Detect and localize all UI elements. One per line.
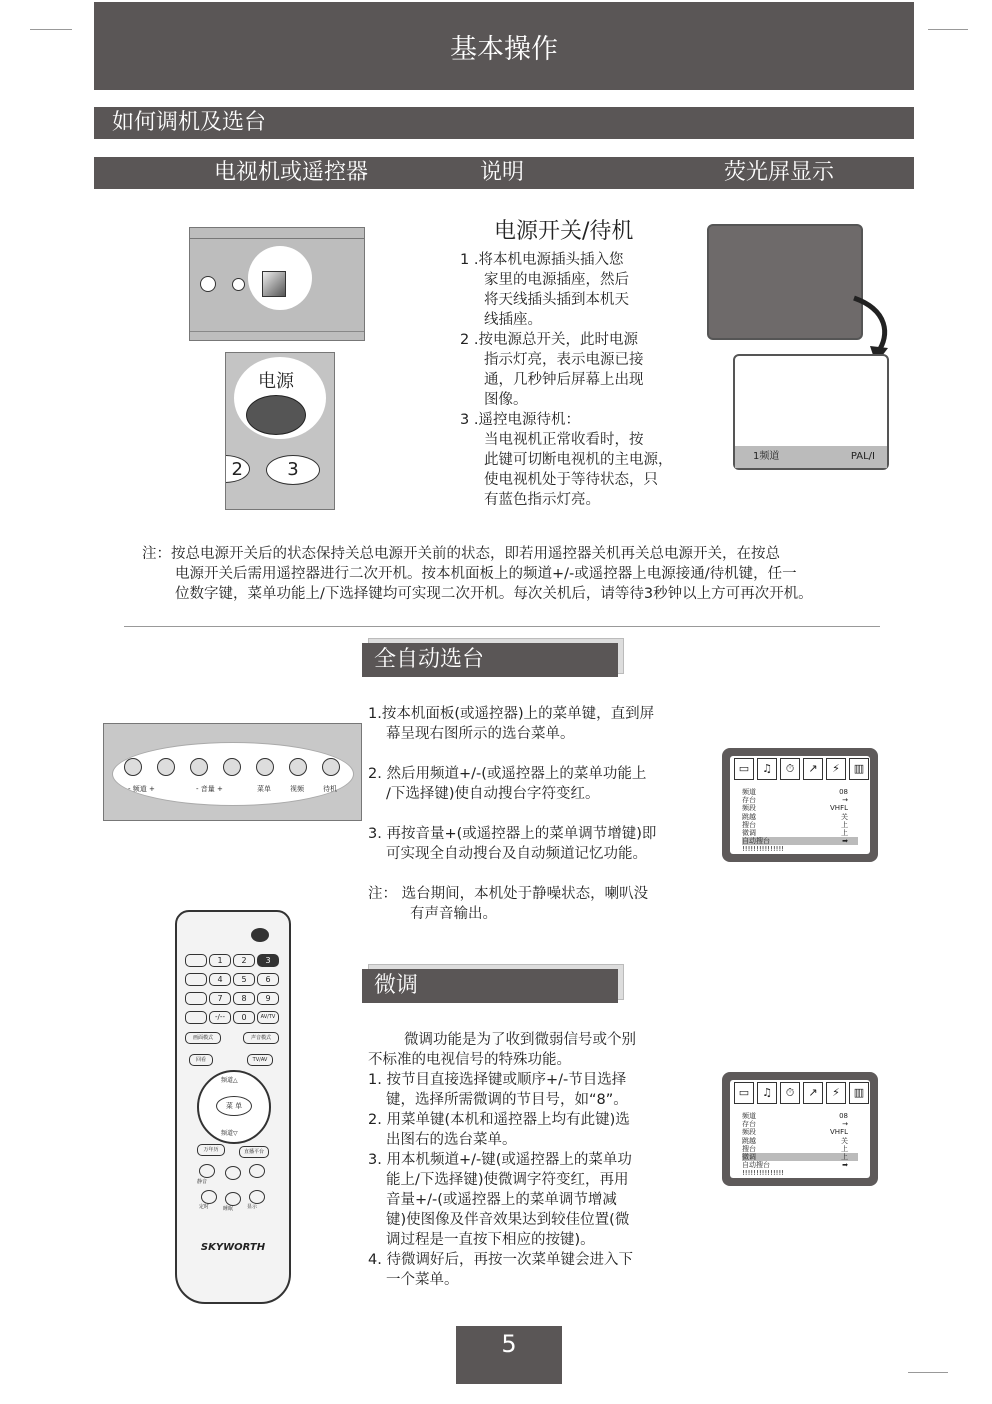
panel-label: 待机	[323, 785, 337, 793]
menu-value: 关	[841, 812, 848, 821]
menu-value: →	[842, 796, 848, 805]
music-icon: ♫	[757, 1082, 777, 1104]
power-switch[interactable]	[262, 271, 286, 297]
key-5[interactable]: 5	[233, 973, 255, 986]
freq-button[interactable]: 万年历	[197, 1144, 225, 1156]
panel-label: 菜单	[257, 785, 271, 793]
menu-value: ➡	[842, 1161, 848, 1170]
text-line: 能上/下选择键)使微调字符变红，再用	[386, 1172, 629, 1188]
text-line: 调过程是一直按下相应的按键)。	[386, 1232, 595, 1248]
menu-label: 微调	[742, 1153, 756, 1162]
menu-value: 上	[841, 829, 848, 838]
power-label: 电源	[258, 371, 294, 392]
key-digit-toggle[interactable]: -/--	[209, 1011, 231, 1024]
recall-button[interactable]: 回看	[189, 1054, 213, 1066]
panel-button-vol-plus[interactable]	[223, 758, 241, 776]
column-screen: 荧光屏显示	[724, 160, 835, 185]
menu-value: 上	[841, 820, 848, 829]
ch-up-button[interactable]: 频道△	[221, 1077, 238, 1084]
screen-on	[733, 354, 889, 470]
info-label: 显示	[247, 1204, 258, 1210]
pic-mode-button[interactable]: 画面模式	[185, 1032, 221, 1044]
text-line: 幕呈现右图所示的选台菜单。	[386, 726, 575, 742]
picture-icon: ▭	[734, 1082, 754, 1104]
text-line: 3 .遥控电源待机：	[460, 412, 580, 428]
screen-system: PAL/I	[850, 451, 875, 462]
remote-key-3[interactable]: 3	[266, 455, 320, 485]
text-line: /下选择键)使自动搜台字符变红。	[386, 786, 600, 802]
menu-button[interactable]: 菜 单	[216, 1096, 252, 1116]
play-button[interactable]: 直播平台	[239, 1146, 269, 1158]
key-3[interactable]: 3	[257, 954, 279, 967]
text-line: 当电视机正常收看时，按	[484, 432, 644, 448]
menu-label: 频道	[742, 1112, 756, 1120]
menu-label: 微调	[742, 829, 756, 838]
column-tv-remote: 电视机或遥控器	[214, 160, 369, 185]
auto-search-title: 全自动选台	[362, 643, 618, 677]
text-line: 出图右的选台菜单。	[386, 1132, 517, 1148]
text-line: 音量+/-(或遥控器上的菜单调节增减	[386, 1192, 617, 1208]
menu-label: 搜台	[742, 820, 756, 829]
time-label: 定时	[199, 1204, 210, 1210]
text-line: 有蓝色指示灯亮。	[484, 492, 600, 508]
sleep-label: 睡眠	[223, 1206, 234, 1212]
text-line: 2. 用菜单键(本机和遥控器上均有此键)选	[368, 1112, 630, 1128]
mute-label: 静音	[197, 1179, 208, 1185]
antenna-icon: ⚡	[826, 1082, 846, 1104]
panel-button-ch-minus[interactable]	[124, 758, 142, 776]
level-icon: ▥	[849, 758, 869, 780]
menu-value: →	[842, 1120, 848, 1129]
text-line: 注：按总电源开关后的状态保持关总电源开关前的状态，即若用遥控器关机再关总电源开关，在按总	[142, 546, 780, 562]
remote-power-closeup	[225, 352, 335, 510]
menu-label: 频段	[742, 804, 756, 813]
level-icon: ▥	[849, 1082, 869, 1104]
timer-icon: ⏱	[780, 1082, 800, 1104]
nav-ring	[197, 1070, 271, 1144]
menu-value: 上	[841, 1153, 848, 1162]
section-title: 如何调机及选台	[94, 107, 914, 139]
key-1[interactable]: 1	[209, 954, 231, 967]
text-line: 键，选择所需微调的节目号，如“8”。	[386, 1092, 628, 1108]
menu-value: VHFL	[830, 804, 848, 813]
text-line: 1 .将本机电源插头插入您	[460, 252, 624, 268]
text-line: 使电视机处于等待状态，只	[484, 472, 658, 488]
power-button[interactable]	[246, 395, 306, 435]
text-line: 此键可切断电视机的主电源，	[484, 452, 673, 468]
fine-tune-steps	[368, 1030, 708, 1290]
text-line: 有声音输出。	[410, 906, 497, 922]
tv-power-panel	[189, 227, 365, 341]
text-line: 4. 待微调好后，再按一次菜单键会进入下	[368, 1252, 633, 1268]
text-line: 1. 按节目直接选择键或顺序+/-节目选择	[368, 1072, 627, 1088]
text-line: 不标准的电视信号的特殊功能。	[368, 1052, 571, 1068]
tune-icon: ↗	[803, 1082, 823, 1104]
fine-tune-menu-screen	[722, 1072, 878, 1186]
time-button[interactable]	[201, 1190, 217, 1204]
tune-icon: ↗	[803, 758, 823, 780]
info-button[interactable]	[249, 1190, 265, 1204]
key-7[interactable]: 7	[209, 992, 231, 1005]
menu-label: 跳越	[742, 812, 756, 821]
text-line: 位数字键，菜单功能上/下选择键均可实现二次开机。每次关机后，请等待3秒钟以上方可再次开机。	[175, 586, 813, 602]
key-4[interactable]: 4	[209, 973, 231, 986]
text-line: 指示灯亮，表示电源已接	[484, 352, 644, 368]
sound-mode-button[interactable]: 声音模式	[243, 1032, 279, 1044]
remote-key-2[interactable]: 2	[225, 455, 250, 483]
column-headers	[94, 157, 914, 189]
panel-button-menu[interactable]	[256, 758, 274, 776]
text-line: 一个菜单。	[386, 1272, 459, 1288]
music-icon: ♫	[757, 758, 777, 780]
text-line: 键)使图像及伴音效果达到较佳位置(微	[386, 1212, 630, 1228]
key-func[interactable]	[185, 954, 207, 967]
menu-label: !!!!!!!!!!!!!!!	[742, 845, 785, 854]
brand-logo: SKYWORTH	[200, 1242, 266, 1253]
text-line: 通，几秒钟后屏幕上出现	[484, 372, 644, 388]
panel-button-ch-plus[interactable]	[157, 758, 175, 776]
ch-down-button[interactable]: 频道▽	[221, 1130, 238, 1137]
menu-label: 跳越	[742, 1136, 756, 1145]
panel-button-standby[interactable]	[322, 758, 340, 776]
divider	[124, 626, 880, 627]
panel-label: - 频道 +	[128, 785, 155, 793]
timer-icon: ⏱	[780, 758, 800, 780]
menu-value: 关	[841, 1136, 848, 1145]
menu-value: 08	[839, 788, 848, 796]
auto-search-menu-screen	[722, 748, 878, 862]
key-func[interactable]	[185, 1011, 207, 1024]
key-6[interactable]: 6	[257, 973, 279, 986]
menu-value: 上	[841, 1144, 848, 1153]
text-line: 可实现全自动搜台及自动频道记忆功能。	[386, 846, 647, 862]
text-line: 注： 选台期间，本机处于静噪状态，喇叭没	[368, 886, 649, 902]
panel-label: - 音量 +	[196, 785, 223, 793]
remote-control	[175, 910, 291, 1304]
column-description: 说明	[480, 160, 525, 185]
key-av-tv[interactable]: AV/TV	[257, 1011, 279, 1024]
menu-label: 自动搜台	[742, 1161, 770, 1170]
text-line: 3. 用本机频道+/-键(或遥控器上的菜单功	[368, 1152, 632, 1168]
key-9[interactable]: 9	[257, 992, 279, 1005]
page-number: 5	[456, 1326, 562, 1384]
menu-value: 08	[839, 1112, 848, 1120]
screen-channel: 1频道	[753, 451, 780, 462]
menu-label: !!!!!!!!!!!!!!!	[742, 1169, 785, 1178]
text-line: 微调功能是为了收到微弱信号或个别	[404, 1032, 636, 1048]
menu-label: 自动搜台	[742, 837, 770, 846]
text-line: 线插座。	[484, 312, 542, 328]
key-func[interactable]	[185, 973, 207, 986]
remote-power-button[interactable]	[251, 928, 269, 942]
key-8[interactable]: 8	[233, 992, 255, 1005]
power-heading: 电源开关/待机	[494, 219, 634, 244]
menu-label: 存台	[742, 1120, 756, 1129]
key-func[interactable]	[185, 992, 207, 1005]
text-line: 电源开关后需用遥控器进行二次开机。按本机面板上的频道+/-或遥控器上电源接通/待机键，任一	[175, 566, 797, 582]
menu-label: 频段	[742, 1128, 756, 1137]
menu-label: 搜台	[742, 1144, 756, 1153]
panel-label: 视频	[290, 785, 304, 793]
picture-icon: ▭	[734, 758, 754, 780]
power-note	[142, 544, 902, 604]
text-line: 3. 再按音量+(或遥控器上的菜单调节增键)即	[368, 826, 657, 842]
indicator-light	[232, 278, 245, 291]
fine-tune-title: 微调	[362, 969, 618, 1003]
menu-value: VHFL	[830, 1128, 848, 1137]
text-line: 2 .按电源总开关，此时电源	[460, 332, 638, 348]
text-line: 将天线插头插到本机天	[484, 292, 629, 308]
round-button[interactable]	[249, 1164, 265, 1178]
tv-av-button[interactable]: TV/AV	[247, 1054, 273, 1066]
tv-front-panel	[103, 723, 362, 821]
mute-button[interactable]	[199, 1164, 215, 1178]
menu-label: 频道	[742, 788, 756, 796]
number-keypad	[185, 954, 279, 1024]
key-0[interactable]: 0	[233, 1011, 255, 1024]
menu-label: 存台	[742, 796, 756, 805]
text-line: 2. 然后用频道+/-(或遥控器上的菜单功能上	[368, 766, 647, 782]
key-2[interactable]: 2	[233, 954, 255, 967]
text-line: 1.按本机面板(或遥控器)上的菜单键，直到屏	[368, 706, 655, 722]
panel-button-video[interactable]	[289, 758, 307, 776]
auto-search-steps	[368, 704, 708, 924]
antenna-icon: ⚡	[826, 758, 846, 780]
panel-button-vol-minus[interactable]	[190, 758, 208, 776]
page-title: 基本操作	[94, 2, 914, 90]
text-line: 图像。	[484, 392, 528, 408]
sleep-button[interactable]	[225, 1192, 241, 1206]
screen-off	[707, 224, 863, 340]
indicator-light	[200, 276, 216, 292]
round-button[interactable]	[225, 1166, 241, 1180]
power-steps	[460, 250, 710, 510]
text-line: 家里的电源插座，然后	[484, 272, 629, 288]
menu-value: ➡	[842, 837, 848, 846]
